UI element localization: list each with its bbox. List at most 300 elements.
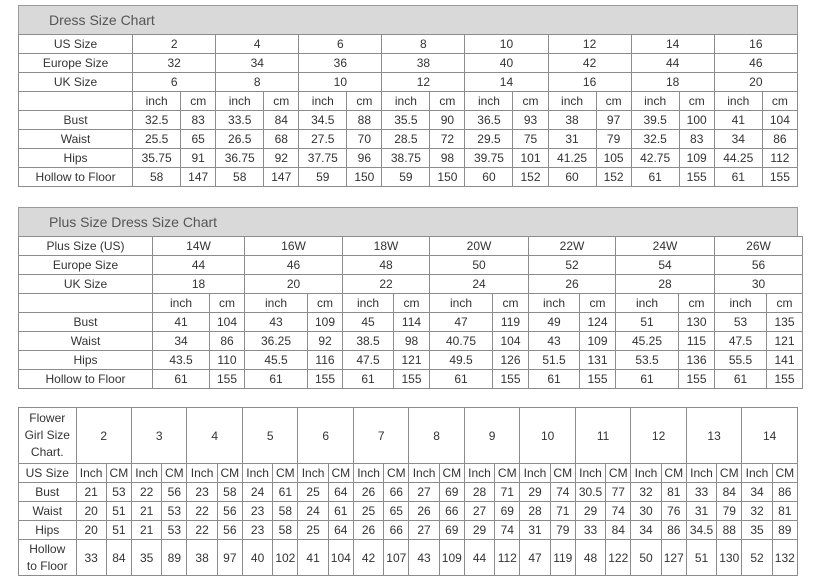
flower-girl-table [18, 407, 798, 576]
value-cell: 61 [631, 168, 679, 187]
value-cell: 47.5 [715, 332, 767, 351]
value-cell: 66 [384, 521, 409, 540]
value-cell: 75 [513, 130, 548, 149]
measurement-label: Hollow to Floor [19, 540, 77, 576]
size-header-cell: 54 [616, 256, 715, 275]
row-label: Plus Size (US) [19, 237, 153, 256]
size-header-cell: 16W [245, 237, 343, 256]
measurement-label: Hips [19, 351, 153, 370]
value-cell: 61 [715, 370, 767, 389]
value-cell: 84 [106, 540, 131, 576]
value-cell: 109 [308, 313, 343, 332]
value-cell: 155 [767, 370, 803, 389]
size-header-cell: 40 [465, 54, 548, 73]
value-cell: 51 [616, 313, 679, 332]
size-header-cell: 13 [686, 408, 742, 464]
measurement-label: Bust [19, 111, 133, 130]
value-cell: 71 [550, 502, 575, 521]
value-cell: 53 [715, 313, 767, 332]
header-row [19, 73, 798, 92]
unit-inch-cell: inch [133, 92, 181, 111]
value-cell: 69 [495, 502, 520, 521]
size-header-cell: 26 [529, 275, 616, 294]
measurement-label: Waist [19, 130, 133, 149]
value-cell: 56 [217, 521, 242, 540]
value-cell: 35.75 [133, 149, 181, 168]
value-cell: 49.5 [430, 351, 493, 370]
size-header-cell: 10 [520, 408, 576, 464]
value-cell: 53 [162, 502, 187, 521]
unit-inch-cell: inch [714, 92, 762, 111]
unit-inch-cell: inch [715, 294, 767, 313]
size-header-cell: 12 [382, 73, 465, 92]
value-cell: 152 [513, 168, 548, 187]
value-cell: 20 [76, 502, 106, 521]
value-cell: 79 [717, 502, 742, 521]
unit-cm-cell: CM [217, 464, 242, 483]
unit-row [19, 464, 798, 483]
value-cell: 66 [439, 502, 464, 521]
measurement-label: Bust [19, 483, 77, 502]
value-cell: 58 [216, 168, 264, 187]
value-cell: 48 [575, 540, 605, 576]
value-cell: 33 [686, 483, 716, 502]
value-cell: 22 [131, 483, 161, 502]
value-cell: 70 [347, 130, 382, 149]
value-cell: 131 [580, 351, 616, 370]
measurement-label: Hips [19, 149, 133, 168]
value-cell: 112 [762, 149, 797, 168]
value-cell: 155 [493, 370, 529, 389]
plus-size-table [18, 236, 803, 389]
measurement-label: Hollow to Floor [19, 370, 153, 389]
unit-cm-cell: cm [308, 294, 343, 313]
unit-inch-cell: Inch [131, 464, 161, 483]
size-header-cell: 24W [616, 237, 715, 256]
value-cell: 40 [242, 540, 272, 576]
value-cell: 90 [430, 111, 465, 130]
size-header-cell: 7 [353, 408, 408, 464]
unit-inch-cell: inch [430, 294, 493, 313]
measurement-row [19, 111, 798, 130]
value-cell: 119 [493, 313, 529, 332]
value-cell: 155 [762, 168, 797, 187]
value-cell: 114 [394, 313, 430, 332]
unit-inch-cell: Inch [76, 464, 106, 483]
value-cell: 84 [606, 521, 631, 540]
unit-row [19, 92, 798, 111]
value-cell: 89 [162, 540, 187, 576]
measurement-row [19, 149, 798, 168]
value-cell: 21 [131, 502, 161, 521]
value-cell: 37.75 [299, 149, 347, 168]
empty-cell [19, 92, 133, 111]
value-cell: 25 [298, 521, 328, 540]
unit-cm-cell: cm [679, 92, 714, 111]
header-row [19, 54, 798, 73]
value-cell: 24 [242, 483, 272, 502]
value-cell: 53 [106, 483, 131, 502]
value-cell: 86 [661, 521, 686, 540]
value-cell: 91 [181, 149, 216, 168]
value-cell: 61 [245, 370, 308, 389]
value-cell: 61 [273, 483, 298, 502]
value-cell: 79 [596, 130, 631, 149]
size-header-cell: 20W [430, 237, 529, 256]
value-cell: 74 [606, 502, 631, 521]
unit-inch-cell: inch [343, 294, 394, 313]
value-cell: 20 [76, 521, 106, 540]
value-cell: 45.5 [245, 351, 308, 370]
unit-inch-cell: inch [465, 92, 513, 111]
value-cell: 45.25 [616, 332, 679, 351]
unit-inch-cell: Inch [353, 464, 383, 483]
value-cell: 155 [580, 370, 616, 389]
unit-cm-cell: CM [106, 464, 131, 483]
value-cell: 51.5 [529, 351, 580, 370]
value-cell: 112 [495, 540, 520, 576]
value-cell: 86 [772, 483, 797, 502]
value-cell: 61 [616, 370, 679, 389]
value-cell: 52 [742, 540, 772, 576]
value-cell: 32.5 [133, 111, 181, 130]
value-cell: 40.75 [430, 332, 493, 351]
value-cell: 32.5 [631, 130, 679, 149]
size-header-cell: 6 [133, 73, 216, 92]
measurement-label: Hips [19, 521, 77, 540]
value-cell: 33 [76, 540, 106, 576]
value-cell: 29 [520, 483, 550, 502]
header-row [19, 35, 798, 54]
unit-inch-cell: Inch [298, 464, 328, 483]
value-cell: 61 [714, 168, 762, 187]
value-cell: 43.5 [153, 351, 210, 370]
unit-cm-cell: CM [606, 464, 631, 483]
value-cell: 26 [353, 483, 383, 502]
value-cell: 104 [210, 313, 245, 332]
row-label: Europe Size [19, 54, 133, 73]
empty-cell [19, 294, 153, 313]
measurement-label: Waist [19, 332, 153, 351]
size-header-cell: 14 [465, 73, 548, 92]
value-cell: 89 [772, 521, 797, 540]
size-header-cell: 2 [76, 408, 131, 464]
size-header-cell: 16 [714, 35, 797, 54]
size-header-cell: 38 [382, 54, 465, 73]
value-cell: 81 [661, 483, 686, 502]
value-cell: 34.5 [686, 521, 716, 540]
unit-cm-cell: cm [767, 294, 803, 313]
unit-inch-cell: inch [153, 294, 210, 313]
unit-inch-cell: inch [382, 92, 430, 111]
flower-girl-chart [18, 407, 798, 576]
value-cell: 150 [347, 168, 382, 187]
value-cell: 110 [210, 351, 245, 370]
unit-cm-cell: cm [580, 294, 616, 313]
value-cell: 92 [264, 149, 299, 168]
unit-cm-cell: cm [596, 92, 631, 111]
value-cell: 41.25 [548, 149, 596, 168]
size-header-cell: 30 [715, 275, 803, 294]
unit-row [19, 294, 803, 313]
size-header-cell: 50 [430, 256, 529, 275]
unit-cm-cell: cm [210, 294, 245, 313]
value-cell: 34 [631, 521, 661, 540]
value-cell: 88 [717, 521, 742, 540]
value-cell: 109 [439, 540, 464, 576]
value-cell: 28 [464, 483, 494, 502]
measurement-label: Hollow to Floor [19, 168, 133, 187]
value-cell: 101 [513, 149, 548, 168]
value-cell: 116 [308, 351, 343, 370]
value-cell: 150 [430, 168, 465, 187]
value-cell: 58 [133, 168, 181, 187]
value-cell: 92 [308, 332, 343, 351]
unit-inch-cell: Inch [187, 464, 217, 483]
value-cell: 30.5 [575, 483, 605, 502]
unit-cm-cell: cm [264, 92, 299, 111]
value-cell: 84 [264, 111, 299, 130]
unit-inch-cell: inch [548, 92, 596, 111]
dress-size-chart [18, 5, 798, 187]
value-cell: 33 [575, 521, 605, 540]
flower-header-label: Flower Girl Size Chart. [19, 408, 77, 464]
value-cell: 68 [264, 130, 299, 149]
value-cell: 47.5 [343, 351, 394, 370]
value-cell: 74 [495, 521, 520, 540]
unit-inch-cell: Inch [631, 464, 661, 483]
size-header-cell: 2 [133, 35, 216, 54]
row-label: Europe Size [19, 256, 153, 275]
size-header-cell: 10 [299, 73, 382, 92]
value-cell: 42.75 [631, 149, 679, 168]
value-cell: 38.75 [382, 149, 430, 168]
value-cell: 81 [772, 502, 797, 521]
value-cell: 76 [661, 502, 686, 521]
value-cell: 64 [328, 521, 353, 540]
unit-cm-cell: cm [679, 294, 715, 313]
value-cell: 88 [347, 111, 382, 130]
value-cell: 34.5 [299, 111, 347, 130]
value-cell: 25.5 [133, 130, 181, 149]
unit-cm-cell: CM [772, 464, 797, 483]
unit-inch-cell: Inch [242, 464, 272, 483]
size-header-cell: 12 [631, 408, 687, 464]
value-cell: 50 [631, 540, 661, 576]
value-cell: 135 [767, 313, 803, 332]
value-cell: 23 [242, 502, 272, 521]
value-cell: 124 [580, 313, 616, 332]
unit-inch-cell: Inch [409, 464, 439, 483]
value-cell: 27 [409, 521, 439, 540]
flower-size-row [19, 408, 798, 464]
value-cell: 44 [464, 540, 494, 576]
value-cell: 44.25 [714, 149, 762, 168]
value-cell: 34 [153, 332, 210, 351]
value-cell: 38 [187, 540, 217, 576]
value-cell: 100 [679, 111, 714, 130]
unit-cm-cell: CM [661, 464, 686, 483]
size-header-cell: 9 [464, 408, 519, 464]
size-header-cell: 24 [430, 275, 529, 294]
value-cell: 61 [328, 502, 353, 521]
value-cell: 53.5 [616, 351, 679, 370]
value-cell: 41 [153, 313, 210, 332]
value-cell: 83 [181, 111, 216, 130]
value-cell: 65 [384, 502, 409, 521]
value-cell: 155 [679, 370, 715, 389]
unit-cm-cell: CM [328, 464, 353, 483]
unit-cm-cell: CM [384, 464, 409, 483]
size-header-cell: 22 [343, 275, 430, 294]
value-cell: 79 [550, 521, 575, 540]
value-cell: 105 [596, 149, 631, 168]
value-cell: 32 [742, 502, 772, 521]
header-row [19, 275, 803, 294]
measurement-row [19, 168, 798, 187]
value-cell: 136 [679, 351, 715, 370]
measurement-label: Bust [19, 313, 153, 332]
value-cell: 31 [548, 130, 596, 149]
row-label: UK Size [19, 73, 133, 92]
size-header-cell: 14W [153, 237, 245, 256]
value-cell: 119 [550, 540, 575, 576]
size-header-cell: 52 [529, 256, 616, 275]
row-label: UK Size [19, 275, 153, 294]
value-cell: 31 [686, 502, 716, 521]
size-header-cell: 28 [616, 275, 715, 294]
value-cell: 26 [353, 521, 383, 540]
measurement-row [19, 130, 798, 149]
size-header-cell: 34 [216, 54, 299, 73]
size-header-cell: 8 [216, 73, 299, 92]
value-cell: 23 [187, 483, 217, 502]
measurement-row [19, 332, 803, 351]
value-cell: 121 [394, 351, 430, 370]
value-cell: 147 [181, 168, 216, 187]
size-header-cell: 5 [242, 408, 297, 464]
size-header-cell: 14 [631, 35, 714, 54]
unit-cm-cell: CM [162, 464, 187, 483]
plus-chart-title: Plus Size Dress Size Chart [18, 207, 798, 236]
value-cell: 43 [245, 313, 308, 332]
value-cell: 86 [210, 332, 245, 351]
size-header-cell: 42 [548, 54, 631, 73]
unit-cm-cell: cm [762, 92, 797, 111]
value-cell: 97 [217, 540, 242, 576]
value-cell: 98 [394, 332, 430, 351]
unit-cm-cell: CM [717, 464, 742, 483]
unit-inch-cell: inch [245, 294, 308, 313]
size-header-cell: 4 [187, 408, 242, 464]
plus-size-chart [18, 207, 798, 389]
value-cell: 41 [714, 111, 762, 130]
value-cell: 28 [520, 502, 550, 521]
value-cell: 22 [187, 521, 217, 540]
measurement-row [19, 483, 798, 502]
value-cell: 28.5 [382, 130, 430, 149]
value-cell: 58 [273, 502, 298, 521]
unit-inch-cell: Inch [464, 464, 494, 483]
value-cell: 121 [767, 332, 803, 351]
value-cell: 86 [762, 130, 797, 149]
dress-size-table [18, 34, 798, 187]
value-cell: 61 [529, 370, 580, 389]
value-cell: 23 [242, 521, 272, 540]
value-cell: 115 [679, 332, 715, 351]
value-cell: 104 [762, 111, 797, 130]
size-header-cell: 4 [216, 35, 299, 54]
measurement-label: Waist [19, 502, 77, 521]
measurement-row [19, 540, 798, 576]
size-header-cell: 56 [715, 256, 803, 275]
unit-inch-cell: inch [616, 294, 679, 313]
value-cell: 29.5 [465, 130, 513, 149]
value-cell: 47 [520, 540, 550, 576]
value-cell: 51 [106, 502, 131, 521]
value-cell: 64 [328, 483, 353, 502]
value-cell: 45 [343, 313, 394, 332]
size-header-cell: 3 [131, 408, 186, 464]
unit-inch-cell: Inch [742, 464, 772, 483]
value-cell: 61 [343, 370, 394, 389]
value-cell: 155 [308, 370, 343, 389]
unit-cm-cell: cm [493, 294, 529, 313]
value-cell: 58 [217, 483, 242, 502]
value-cell: 104 [328, 540, 353, 576]
value-cell: 25 [298, 483, 328, 502]
value-cell: 155 [394, 370, 430, 389]
value-cell: 21 [76, 483, 106, 502]
value-cell: 39.75 [465, 149, 513, 168]
unit-cm-cell: CM [550, 464, 575, 483]
value-cell: 74 [550, 483, 575, 502]
value-cell: 38 [548, 111, 596, 130]
value-cell: 84 [717, 483, 742, 502]
value-cell: 35 [131, 540, 161, 576]
unit-inch-cell: Inch [520, 464, 550, 483]
value-cell: 26 [409, 502, 439, 521]
size-header-cell: 46 [245, 256, 343, 275]
value-cell: 24 [298, 502, 328, 521]
size-header-cell: 6 [298, 408, 353, 464]
value-cell: 69 [439, 521, 464, 540]
measurement-row [19, 502, 798, 521]
value-cell: 34 [714, 130, 762, 149]
value-cell: 36.25 [245, 332, 308, 351]
value-cell: 130 [717, 540, 742, 576]
size-header-cell: 8 [382, 35, 465, 54]
value-cell: 122 [606, 540, 631, 576]
size-header-cell: 18 [153, 275, 245, 294]
value-cell: 32 [631, 483, 661, 502]
value-cell: 51 [686, 540, 716, 576]
unit-cm-cell: cm [347, 92, 382, 111]
unit-cm-cell: cm [394, 294, 430, 313]
value-cell: 38.5 [343, 332, 394, 351]
value-cell: 65 [181, 130, 216, 149]
value-cell: 27.5 [299, 130, 347, 149]
measurement-row [19, 351, 803, 370]
size-header-cell: 14 [742, 408, 798, 464]
unit-cm-cell: cm [181, 92, 216, 111]
unit-inch-cell: Inch [686, 464, 716, 483]
value-cell: 56 [217, 502, 242, 521]
value-cell: 43 [409, 540, 439, 576]
size-header-cell: 6 [299, 35, 382, 54]
value-cell: 83 [679, 130, 714, 149]
value-cell: 69 [439, 483, 464, 502]
